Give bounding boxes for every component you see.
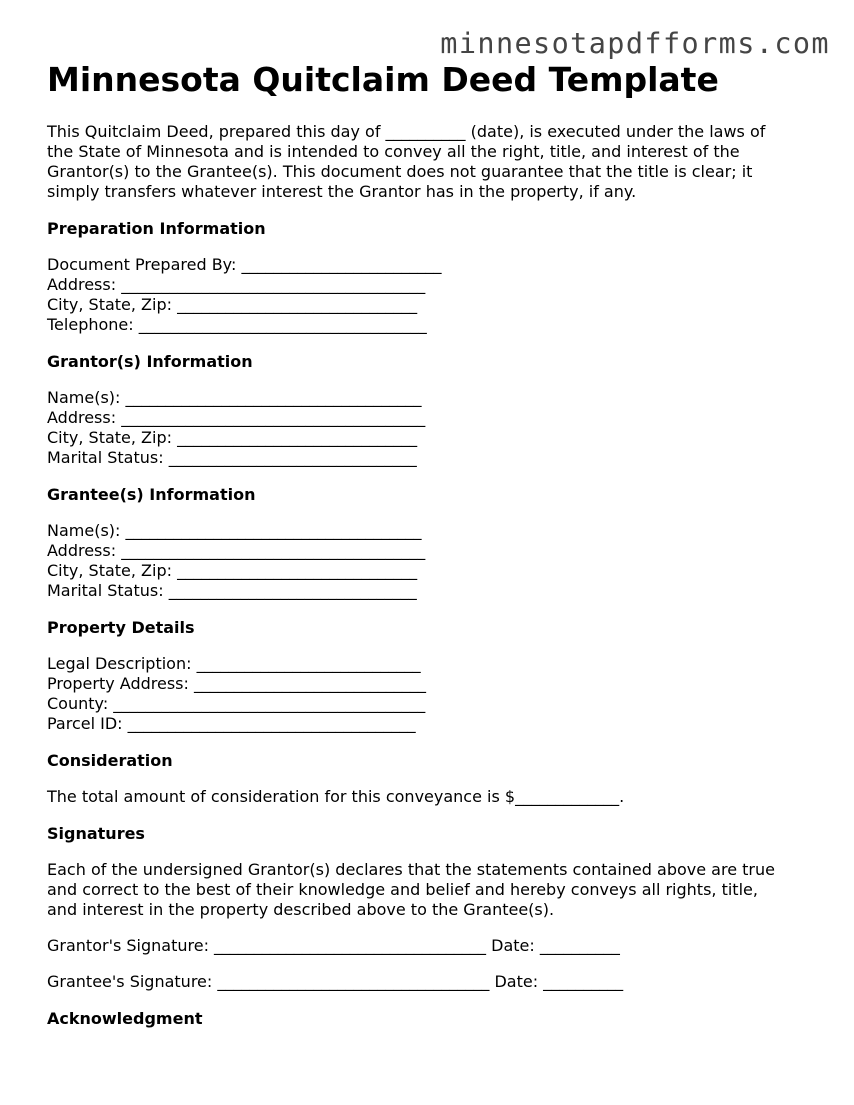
grantor-signature-line: Grantor's Signature: __________________________________ Date: __________ (47, 936, 620, 955)
grantor-marital-status-field: Marital Status: _______________________________ (47, 448, 417, 467)
site-watermark: minnesotapdfforms.com (440, 27, 830, 60)
grantee-city-state-zip-field: City, State, Zip: ______________________________ (47, 561, 418, 580)
preparer-address-field: Address: ______________________________________ (47, 275, 426, 294)
grantee-fields (47, 521, 827, 601)
grantee-signature-line: Grantee's Signature: __________________________________ Date: __________ (47, 972, 624, 991)
intro-line: simply transfers whatever interest the Grantor has in the property, if any. (47, 182, 637, 201)
preparer-city-state-zip-field: City, State, Zip: ______________________________ (47, 295, 418, 314)
preparation-fields (47, 255, 827, 335)
grantee-names-field: Name(s): _____________________________________ (47, 521, 422, 540)
page-title: Minnesota Quitclaim Deed Template (47, 60, 719, 99)
county-field: County: _______________________________________ (47, 694, 426, 713)
intro-line: Grantor(s) to the Grantee(s). This document does not guarantee that the title is clear; it (47, 162, 753, 181)
spacer (47, 920, 827, 936)
consideration-heading: Consideration (47, 751, 173, 770)
prepared-by-field: Document Prepared By: _________________________ (47, 255, 442, 274)
grantor-names-field: Name(s): _____________________________________ (47, 388, 422, 407)
grantor-address-field: Address: ______________________________________ (47, 408, 426, 427)
spacer (47, 956, 827, 972)
legal-description-field: Legal Description: ____________________________ (47, 654, 421, 673)
preparation-heading: Preparation Information (47, 219, 266, 238)
grantee-address-field: Address: ______________________________________ (47, 541, 426, 560)
consideration-amount-field: The total amount of consideration for this conveyance is $_____________. (47, 787, 625, 806)
grantor-fields (47, 388, 827, 468)
grantee-marital-status-field: Marital Status: _______________________________ (47, 581, 417, 600)
property-fields (47, 654, 827, 734)
parcel-id-field: Parcel ID: ____________________________________ (47, 714, 416, 733)
preparer-telephone-field: Telephone: ____________________________________ (47, 315, 427, 334)
grantee-heading: Grantee(s) Information (47, 485, 256, 504)
acknowledgment-heading: Acknowledgment (47, 1009, 203, 1028)
signatures-heading: Signatures (47, 824, 145, 843)
grantor-city-state-zip-field: City, State, Zip: ______________________________ (47, 428, 418, 447)
intro-paragraph (47, 122, 827, 202)
property-address-field: Property Address: _____________________________ (47, 674, 426, 693)
signatures-statement (47, 860, 827, 920)
statement-line: and correct to the best of their knowledge and belief and hereby conveys all rights, title, (47, 880, 758, 899)
statement-line: and interest in the property described above to the Grantee(s). (47, 900, 555, 919)
intro-line: This Quitclaim Deed, prepared this day of __________ (date), is executed under the laws of (47, 122, 766, 141)
deed-body (47, 122, 827, 1045)
grantor-heading: Grantor(s) Information (47, 352, 253, 371)
intro-line: the State of Minnesota and is intended to convey all the right, title, and interest of the (47, 142, 740, 161)
property-heading: Property Details (47, 618, 195, 637)
statement-line: Each of the undersigned Grantor(s) declares that the statements contained above are true (47, 860, 775, 879)
